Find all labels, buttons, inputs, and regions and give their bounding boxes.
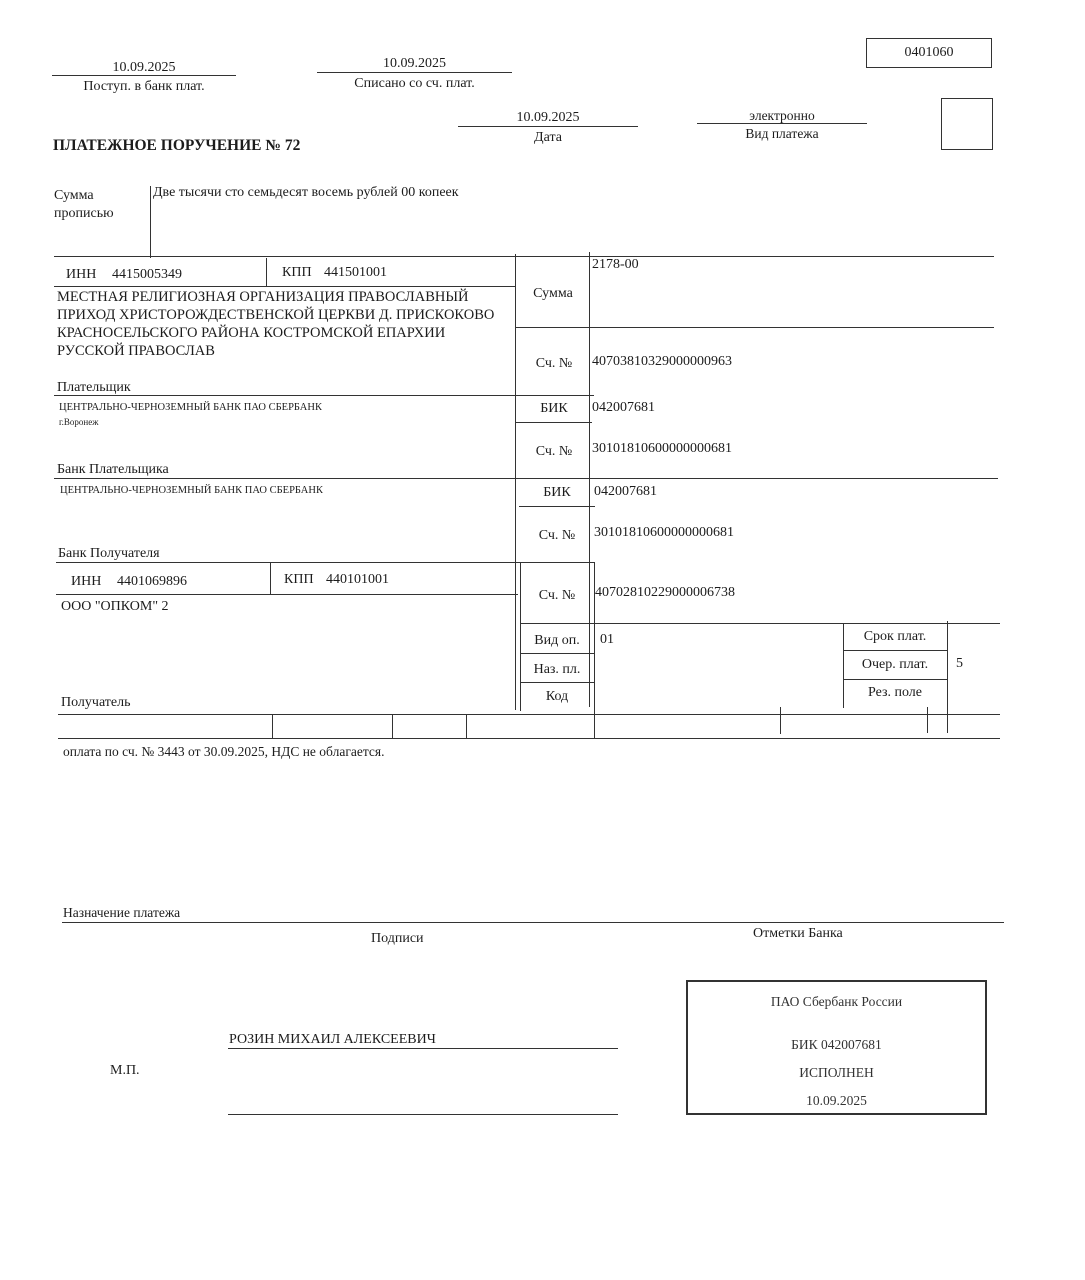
line	[927, 707, 928, 733]
payee-bank-bik: 042007681	[594, 484, 657, 499]
payer-name-4: РУССКОЙ ПРАВОСЛАВ	[57, 343, 215, 359]
received-label: Поступ. в банк плат.	[83, 79, 205, 94]
line	[520, 682, 594, 683]
amount-words-value: Две тысячи сто семьдесят восемь рублей 00 копеек	[153, 185, 459, 200]
stamp-date: 10.09.2025	[806, 1093, 867, 1108]
purpose-label: Назначение платежа	[63, 905, 181, 920]
purpose-text: оплата по сч. № 3443 от 30.09.2025, НДС не облагается.	[63, 744, 385, 759]
payee-bank-bik-label: БИК	[543, 485, 571, 500]
stamp-bik: БИК 042007681	[791, 1037, 882, 1052]
line	[58, 738, 1000, 739]
priority-label: Очер. плат.	[861, 657, 929, 672]
signature-line-2	[228, 1114, 618, 1115]
bank-stamp	[686, 980, 987, 1115]
line	[519, 506, 595, 507]
line	[272, 714, 273, 738]
payee-bank-label: Банк Получателя	[58, 546, 160, 561]
op-type: 01	[600, 632, 614, 647]
line	[54, 286, 516, 287]
payee-account: 40702810229000006738	[595, 585, 735, 600]
line	[466, 714, 467, 738]
payment-type: электронно	[749, 108, 815, 123]
line	[520, 653, 594, 654]
reserve-label: Рез. поле	[867, 685, 923, 700]
signature-line-1	[228, 1048, 618, 1049]
payer-bank-name: ЦЕНТРАЛЬНО-ЧЕРНОЗЕМНЫЙ БАНК ПАО СБЕРБАНК	[59, 402, 322, 413]
payee-kpp: 440101001	[326, 572, 389, 587]
stamp-status: ИСПОЛНЕН	[799, 1065, 874, 1080]
payment-type-label: Вид платежа	[745, 126, 819, 141]
code-label: Код	[545, 689, 569, 704]
payer-amount: 2178-00	[592, 257, 639, 272]
payer-name-3: КРАСНОСЕЛЬСКОГО РАЙОНА КОСТРОМСКОЙ ЕПАРХИИ	[57, 325, 446, 341]
purpose-code-label: Наз. пл.	[533, 662, 581, 677]
line	[54, 256, 994, 257]
document-date-label: Дата	[534, 130, 562, 145]
payer-bank-bik: 042007681	[592, 400, 655, 415]
payer-bank-account: 30101810600000000681	[592, 441, 732, 456]
amount-words-label-1: Сумма	[54, 188, 94, 203]
payer-amount-label: Сумма	[533, 286, 573, 301]
stamp-bank: ПАО Сбербанк России	[770, 994, 903, 1009]
payee-kpp-label: КПП	[284, 572, 314, 587]
debited-date-line	[317, 72, 512, 73]
form-code: 0401060	[904, 45, 954, 60]
line	[54, 395, 594, 396]
payee-bank-account-label: Сч. №	[538, 528, 576, 543]
line	[266, 258, 267, 286]
payer-bank-label: Банк Плательщика	[57, 462, 169, 477]
bank-marks-label: Отметки Банка	[753, 926, 843, 941]
line	[843, 650, 947, 651]
payee-bank-name: ЦЕНТРАЛЬНО-ЧЕРНОЗЕМНЫЙ БАНК ПАО СБЕРБАНК	[60, 485, 323, 496]
payer-account-label: Сч. №	[535, 356, 573, 371]
received-date-line	[52, 75, 236, 76]
line	[62, 922, 1004, 923]
document-date-line	[458, 126, 638, 127]
line	[947, 621, 948, 733]
received-date: 10.09.2025	[112, 60, 176, 75]
payee-name: ООО "ОПКОМ" 2	[61, 599, 169, 614]
amount-words-divider	[150, 186, 151, 258]
payee-label: Получатель	[61, 695, 131, 710]
payer-inn-label: ИНН	[66, 267, 97, 282]
document-date: 10.09.2025	[516, 110, 580, 125]
payer-bank-city: г.Воронеж	[59, 417, 99, 427]
due-label: Срок плат.	[863, 629, 927, 644]
line	[594, 562, 595, 738]
payer-inn: 4415005349	[112, 267, 182, 282]
priority: 5	[956, 656, 963, 671]
line	[520, 623, 1000, 624]
payee-bank-account: 30101810600000000681	[594, 525, 734, 540]
payer-account: 40703810329000000963	[592, 354, 732, 369]
signatures-label: Подписи	[371, 931, 424, 946]
line	[58, 714, 1000, 715]
line	[780, 707, 781, 734]
line	[56, 594, 518, 595]
line	[54, 478, 998, 479]
payer-kpp-label: КПП	[282, 265, 312, 280]
payer-kpp: 441501001	[324, 265, 387, 280]
payer-bank-account-label: Сч. №	[535, 444, 573, 459]
line	[515, 254, 516, 710]
signer-name: РОЗИН МИХАИЛ АЛЕКСЕЕВИЧ	[229, 1032, 436, 1047]
debited-label: Списано со сч. плат.	[354, 76, 475, 91]
amount-words-label-2: прописью	[54, 206, 114, 221]
payee-account-label: Сч. №	[538, 588, 576, 603]
payee-inn: 4401069896	[117, 574, 187, 589]
document-title: ПЛАТЕЖНОЕ ПОРУЧЕНИЕ № 72	[53, 137, 301, 154]
line	[56, 562, 594, 563]
line	[392, 714, 393, 738]
seal-label: М.П.	[110, 1063, 140, 1078]
payee-inn-label: ИНН	[71, 574, 102, 589]
payer-bank-bik-label: БИК	[540, 401, 568, 416]
line	[516, 327, 994, 328]
empty-box	[941, 98, 993, 150]
payer-name-1: МЕСТНАЯ РЕЛИГИОЗНАЯ ОРГАНИЗАЦИЯ ПРАВОСЛАВНЫЙ	[57, 289, 469, 305]
debited-date: 10.09.2025	[383, 56, 446, 71]
payer-name-2: ПРИХОД ХРИСТОРОЖДЕСТВЕНСКОЙ ЦЕРКВИ Д. ПРИСКОКОВО	[57, 307, 495, 323]
line	[843, 679, 947, 680]
payment-type-line	[697, 123, 867, 124]
line	[270, 563, 271, 595]
line	[516, 422, 592, 423]
payer-label: Плательщик	[57, 380, 131, 395]
op-type-label: Вид оп.	[534, 633, 580, 648]
